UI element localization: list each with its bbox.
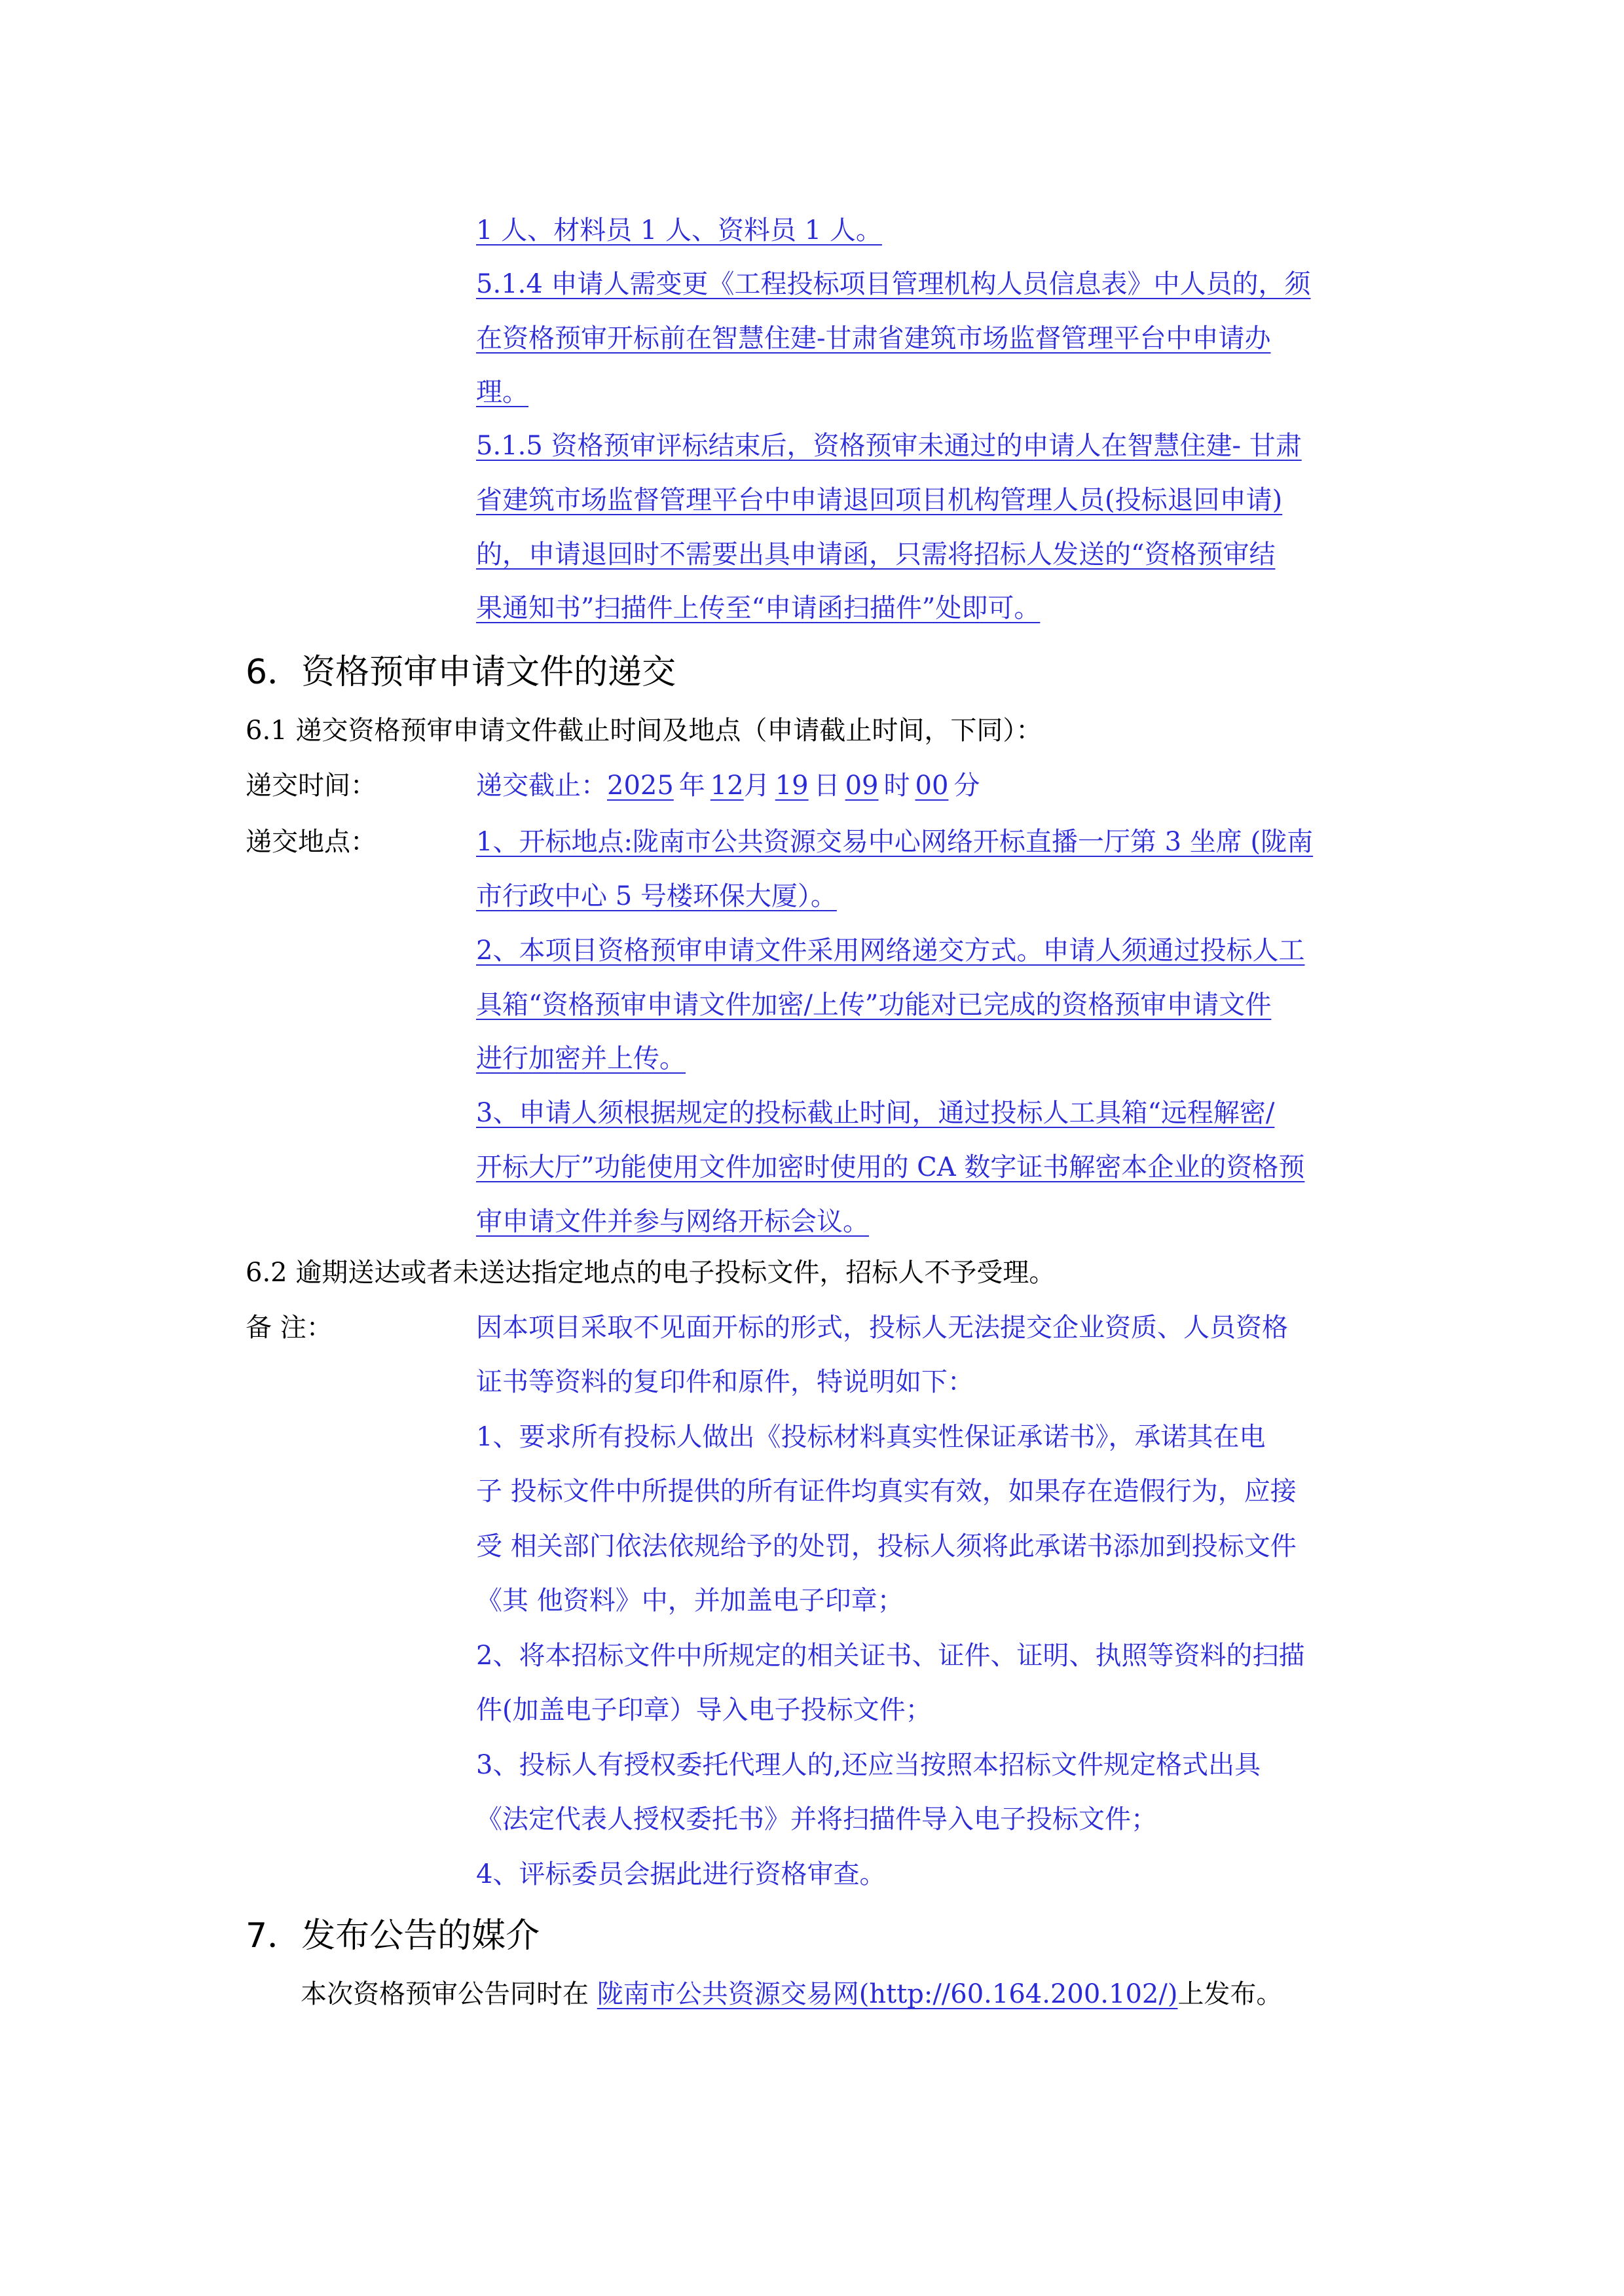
note-line-4: 子 投标文件中所提供的所有证件均真实有效，如果存在造假行为，应接 (476, 1476, 1297, 1506)
para-6-1: 6.1 递交资格预审申请文件截止时间及地点（申请截止时间，下同）： (246, 716, 1043, 746)
sec5-line-2[interactable]: 5.1.4 申请人需变更《工程投标项目管理机构人员信息表》中人员的，须 (476, 269, 1311, 299)
sec5-line-8[interactable]: 果通知书”扫描件上传至“申请函扫描件”处即可。 (476, 593, 1041, 623)
place-2-line-2[interactable]: 具箱“资格预审申请文件加密/上传”功能对已完成的资格预审申请文件 (476, 990, 1272, 1020)
hour-value: 09 (845, 771, 879, 801)
note-line-8: 件(加盖电子印章）导入电子投标文件； (476, 1695, 932, 1725)
day-value: 19 (775, 771, 809, 801)
sec5-line-4[interactable]: 理。 (476, 377, 528, 407)
para-7 (301, 1978, 1282, 2010)
sec5-line-3[interactable]: 在资格预审开标前在智慧住建-甘肃省建筑市场监督管理平台中申请办 (476, 323, 1271, 354)
submit-time-value (476, 770, 985, 801)
place-3-line-1[interactable]: 3、申请人须根据规定的投标截止时间，通过投标人工具箱“远程解密/ (476, 1098, 1275, 1128)
month-value: 12 (710, 771, 744, 801)
minute-value: 00 (915, 771, 949, 801)
sec5-line-6[interactable]: 省建筑市场监督管理平台中申请退回项目机构管理人员(投标退回申请) (476, 485, 1283, 515)
place-2-line-1[interactable]: 2、本项目资格预审申请文件采用网络递交方式。申请人须通过投标人工 (476, 936, 1305, 966)
note-line-11: 4、评标委员会据此进行资格审查。 (476, 1859, 886, 1889)
note-line-9: 3、投标人有授权委托代理人的,还应当按照本招标文件规定格式出具 (476, 1750, 1261, 1780)
submit-time-label: 递交时间： (246, 771, 377, 801)
place-3-line-2[interactable]: 开标大厅”功能使用文件加密时使用的 CA 数字证书解密本企业的资格预 (476, 1152, 1305, 1182)
month-unit: 月 (743, 771, 770, 801)
minute-unit: 分 (953, 771, 980, 801)
note-line-2: 证书等资料的复印件和原件，特说明如下： (476, 1367, 974, 1397)
time-prefix: 递交截止： (476, 771, 607, 801)
sec5-line-1[interactable]: 1 人、材料员 1 人、资料员 1 人。 (476, 215, 882, 246)
para-7-suffix: 上发布。 (1177, 1979, 1283, 2009)
para-7-prefix: 本次资格预审公告同时在 (301, 1979, 597, 2009)
sec5-line-5[interactable]: 5.1.5 资格预审评标结束后，资格预审未通过的申请人在智慧住建- 甘肃 (476, 431, 1302, 461)
place-1-line-1[interactable]: 1、开标地点:陇南市公共资源交易中心网络开标直播一厅第 3 坐席 (陇南 (476, 827, 1314, 857)
para-6-2: 6.2 逾期送达或者未送达指定地点的电子投标文件，招标人不予受理。 (246, 1258, 1056, 1288)
note-line-7: 2、将本招标文件中所规定的相关证书、证件、证明、执照等资料的扫描 (476, 1641, 1305, 1671)
note-line-6: 《其 他资料》中，并加盖电子印章； (476, 1586, 904, 1616)
submit-place-label: 递交地点： (246, 827, 377, 857)
place-2-line-3[interactable]: 进行加密并上传。 (476, 1044, 686, 1074)
hour-unit: 时 (883, 771, 910, 801)
note-line-3: 1、要求所有投标人做出《投标材料真实性保证承诺书》，承诺其在电 (476, 1422, 1266, 1452)
year-unit: 年 (678, 771, 705, 801)
place-3-line-3[interactable]: 审申请文件并参与网络开标会议。 (476, 1207, 869, 1237)
note-line-5: 受 相关部门依法依规给予的处罚，投标人须将此承诺书添加到投标文件 (476, 1531, 1297, 1561)
section-6-heading: 6．资格预审申请文件的递交 (246, 653, 676, 692)
place-1-line-2[interactable]: 市行政中心 5 号楼环保大厦）。 (476, 881, 837, 911)
year-value: 2025 (607, 771, 674, 801)
section-7-heading: 7．发布公告的媒介 (246, 1916, 540, 1956)
sec5-line-7[interactable]: 的，申请退回时不需要出具申请函，只需将招标人发送的“资格预审结 (476, 539, 1276, 570)
note-label: 备 注： (246, 1313, 333, 1343)
day-unit: 日 (813, 771, 840, 801)
note-line-10: 《法定代表人授权委托书》并将扫描件导入电子投标文件； (476, 1804, 1157, 1834)
trading-site-link[interactable]: 陇南市公共资源交易网(http://60.164.200.102/) (597, 1979, 1178, 2009)
note-line-1: 因本项目采取不见面开标的形式，投标人无法提交企业资质、人员资格 (476, 1313, 1288, 1343)
